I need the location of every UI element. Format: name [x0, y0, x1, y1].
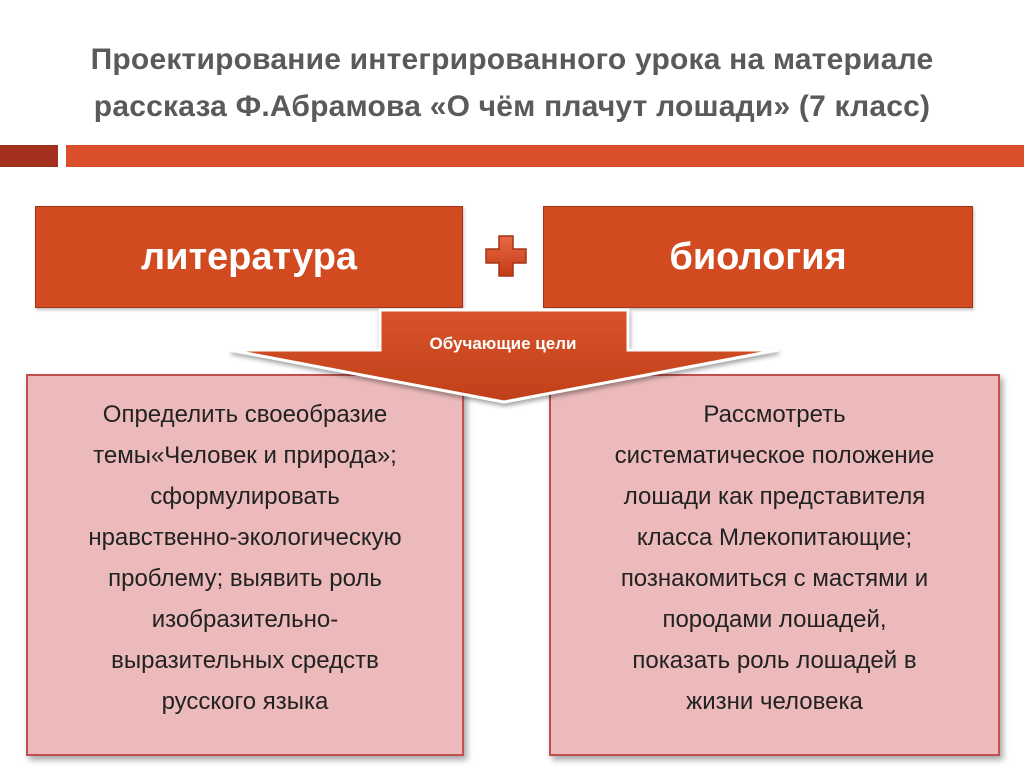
- goal-box-biology: [549, 374, 1000, 756]
- goal-literature-line: проблему; выявить роль: [108, 565, 382, 592]
- accent-bar-separator: [58, 145, 66, 167]
- title-line-2: рассказа Ф.Абрамова «О чём плачут лошади» (7 класс): [93, 90, 931, 123]
- goal-box-literature: [26, 374, 464, 756]
- goal-literature-line: темы«Человек и природа»;: [93, 442, 397, 469]
- goal-literature-line: Определить своеобразие: [102, 401, 388, 428]
- accent-bar-dark: [0, 145, 58, 167]
- goal-biology-line: породами лошадей,: [662, 606, 887, 633]
- goal-biology-line: класса Млекопитающие;: [636, 524, 913, 551]
- subject-literature-box: [35, 206, 463, 308]
- goal-literature-line: русского языка: [161, 688, 329, 715]
- title-line-1: Проектирование интегрированного урока на материале: [90, 43, 934, 76]
- goal-literature-line: выразительных средств: [111, 647, 379, 674]
- subject-biology-label: биология: [669, 235, 847, 278]
- learning-goals-label: Обучающие цели: [429, 334, 577, 353]
- goal-literature-line: нравственно-экологическую: [88, 524, 402, 551]
- subject-biology-box: [543, 206, 973, 308]
- goal-biology-line: познакомиться с мастями и: [620, 565, 929, 592]
- page-title: [20, 36, 1004, 130]
- learning-goals-arrow: [230, 310, 778, 410]
- goal-biology-line: систематическое положение: [614, 442, 935, 469]
- accent-bar: [66, 145, 1024, 167]
- goal-biology-line: лошади как представителя: [623, 483, 926, 510]
- goal-literature-line: сформулировать: [150, 483, 340, 510]
- goal-biology-line: показать роль лошадей в: [632, 647, 917, 674]
- goal-literature-line: изобразительно-: [151, 606, 339, 633]
- plus-icon: [484, 234, 528, 278]
- subject-literature-label: литература: [140, 235, 358, 278]
- goal-biology-line: жизни человека: [686, 688, 863, 715]
- goal-biology-line: Рассмотреть: [703, 401, 846, 428]
